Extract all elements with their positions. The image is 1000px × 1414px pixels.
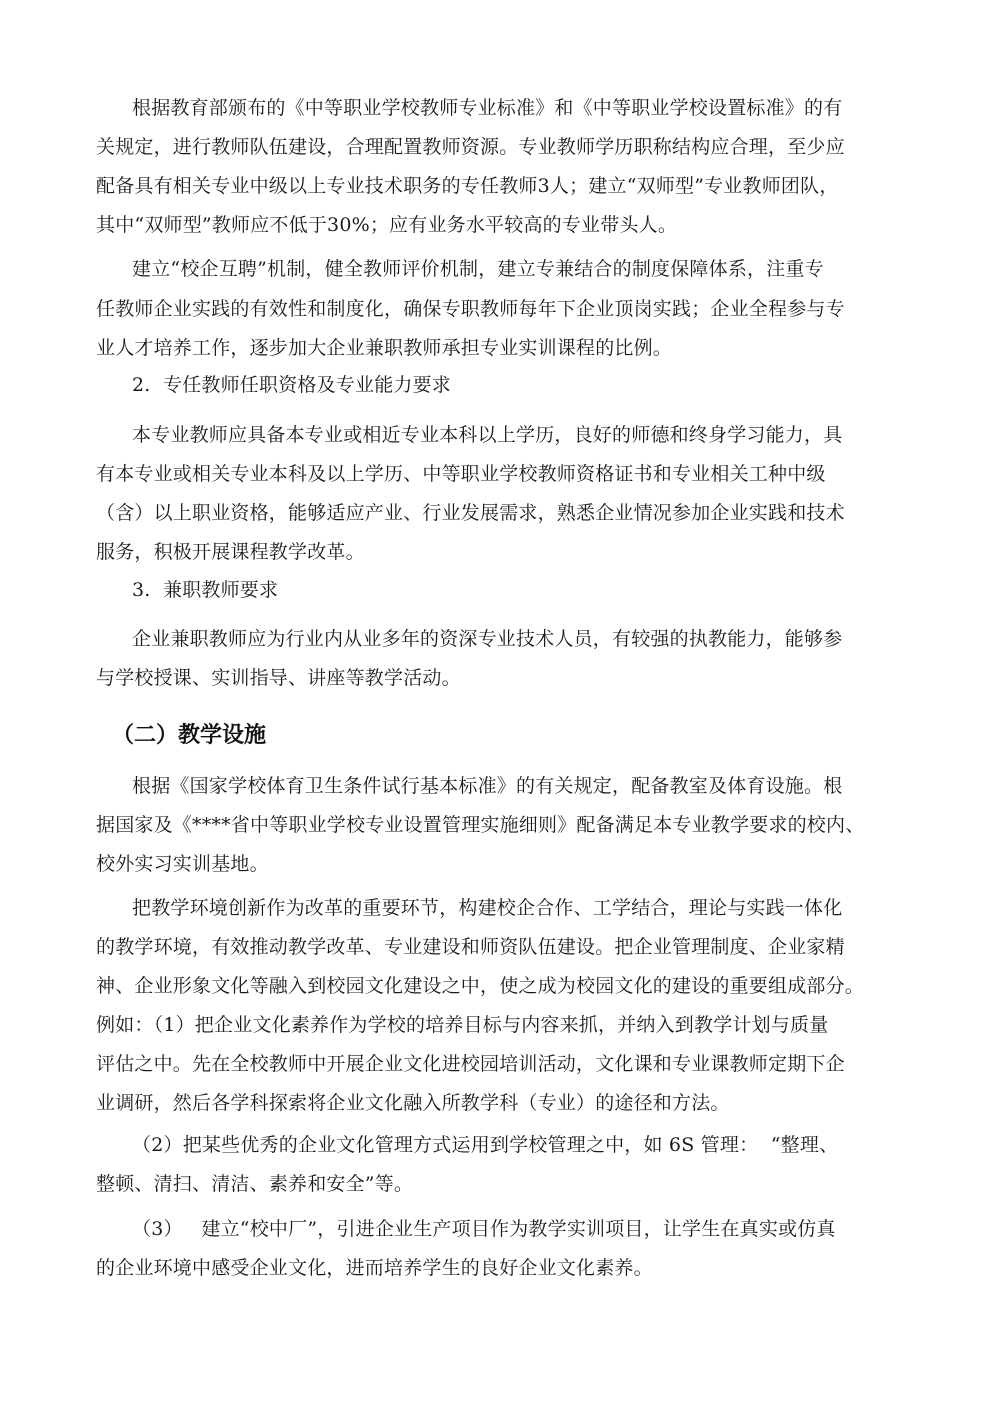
paragraph-line: 的教学环境，有效推动教学改革、专业建设和师资队伍建设。把企业管理制度、企业家精 (96, 936, 845, 958)
paragraph-line: 服务，积极开展课程教学改革。 (96, 541, 365, 563)
paragraph-line: （2）把某些优秀的企业文化管理方式运用到学校管理之中，如 6S 管理： “整理、 (132, 1134, 839, 1156)
paragraph-line: 业人才培养工作，逐步加大企业兼职教师承担专业实训课程的比例。 (96, 337, 673, 359)
paragraph-line: 把教学环境创新作为改革的重要环节，构建校企合作、工学结合，理论与实践一体化 (132, 897, 843, 919)
paragraph-line: （含）以上职业资格，能够适应产业、行业发展需求，熟悉企业情况参加企业实践和技术 (96, 502, 845, 524)
paragraph-line: 任教师企业实践的有效性和制度化，确保专职教师每年下企业顶岗实践；企业全程参与专 (96, 298, 845, 320)
paragraph-line: 有本专业或相关专业本科及以上学历、中等职业学校教师资格证书和专业相关工种中级 (96, 463, 826, 485)
paragraph-line: 整顿、清扫、清洁、素养和安全”等。 (96, 1173, 414, 1195)
section-item-heading: 2. 专任教师任职资格及专业能力要求 (132, 374, 452, 396)
paragraph-line: 根据教育部颁布的《中等职业学校教师专业标准》和《中等职业学校设置标准》的有 (132, 97, 843, 119)
section-item-heading: 3. 兼职教师要求 (132, 579, 279, 601)
paragraph-line: （3） 建立“校中厂”，引进企业生产项目作为教学实训项目，让学生在真实或仿真 (132, 1218, 836, 1240)
paragraph-line: 关规定，进行教师队伍建设，合理配置教师资源。专业教师学历职称结构应合理，至少应 (96, 136, 845, 158)
paragraph-line: 业调研，然后各学科探索将企业文化融入所教学科（专业）的途径和方法。 (96, 1092, 730, 1114)
paragraph-line: 的企业环境中感受企业文化，进而培养学生的良好企业文化素养。 (96, 1257, 653, 1279)
paragraph-line: 神、企业形象文化等融入到校园文化建设之中，使之成为校园文化的建设的重要组成部分。 (96, 975, 865, 997)
paragraph-line: 本专业教师应具备本专业或相近专业本科以上学历，良好的师德和终身学习能力，具 (132, 424, 843, 446)
paragraph-line: 配备具有相关专业中级以上专业技术职务的专任教师3人；建立“双师型”专业教师团队， (96, 175, 839, 197)
paragraph-line: 根据《国家学校体育卫生条件试行基本标准》的有关规定，配备教室及体育设施。根 (132, 775, 843, 797)
paragraph-line: 与学校授课、实训指导、讲座等教学活动。 (96, 667, 461, 689)
paragraph-line: 企业兼职教师应为行业内从业多年的资深专业技术人员，有较强的执教能力，能够参 (132, 628, 843, 650)
paragraph-line: 评估之中。先在全校教师中开展企业文化进校园培训活动，文化课和专业课教师定期下企 (96, 1053, 845, 1075)
paragraph-line: 据国家及《****省中等职业学校专业设置管理实施细则》配备满足本专业教学要求的校内、 (96, 814, 865, 836)
paragraph-line: 其中“双师型”教师应不低于30%；应有业务水平较高的专业带头人。 (96, 214, 678, 236)
paragraph-line: 建立“校企互聘”机制，健全教师评价机制，建立专兼结合的制度保障体系，注重专 (132, 258, 824, 280)
section-heading: （二）教学设施 (112, 723, 267, 748)
paragraph-line: 例如：（1）把企业文化素养作为学校的培养目标与内容来抓，并纳入到教学计划与质量 (96, 1014, 829, 1036)
paragraph-line: 校外实习实训基地。 (96, 853, 269, 875)
